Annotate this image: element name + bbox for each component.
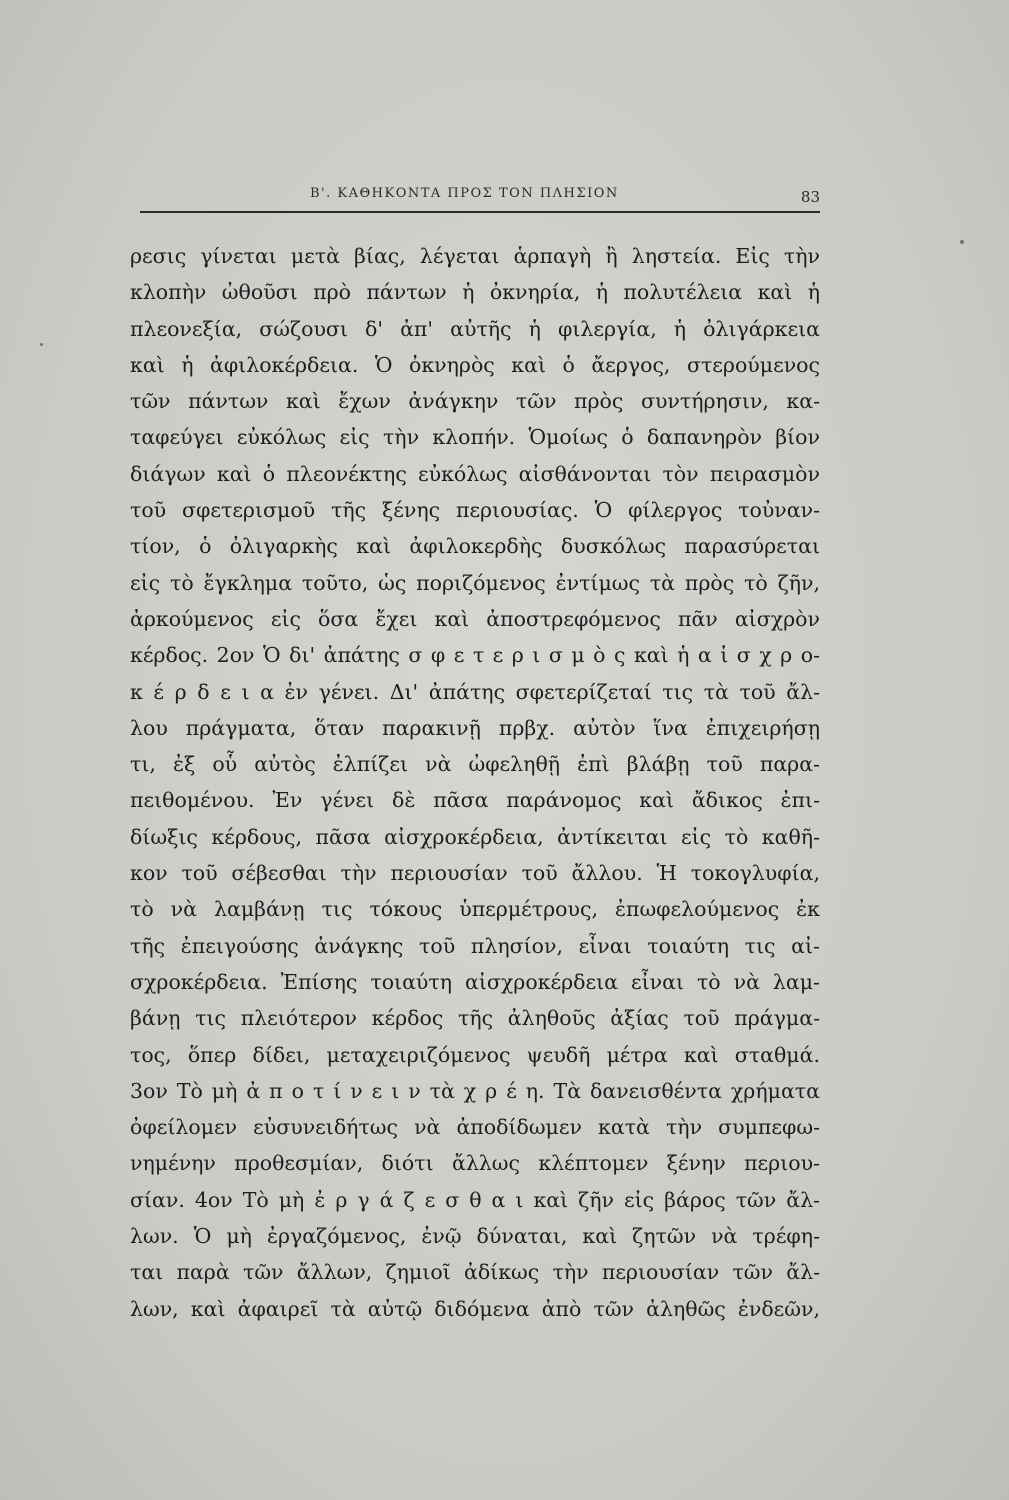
text-line: ὀφείλομεν εὐσυνειδήτως νὰ ἀποδίδωμεν κατὰ τὴν συμπεφω- [130, 1115, 820, 1140]
text-line: τῶν πάντων καὶ ἔχων ἀνάγκην τῶν πρὸς συντήρησιν, κα- [130, 389, 820, 414]
text-line: σχροκέρδεια. Ἐπίσης τοιαύτη αἰσχροκέρδεια εἶναι τὸ νὰ λαμ- [130, 969, 820, 994]
text-line: τίον, ὁ ὀλιγαρκὴς καὶ ἀφιλοκερδὴς δυσκόλως παρασύρεται [130, 534, 820, 559]
text-line: ται παρὰ τῶν ἄλλων, ζημιοῖ ἀδίκως τὴν περιουσίαν τῶν ἄλ- [130, 1260, 820, 1285]
text-line: τῆς ἐπειγούσης ἀνάγκης τοῦ πλησίον, εἶναι τοιαύτη τις αἰ- [130, 933, 820, 958]
text-line: βάνῃ τις πλειότερον κέρδος τῆς ἀληθοῦς ἀξίας τοῦ πράγμα- [130, 1006, 820, 1031]
text-line: σίαν. 4ον Τὸ μὴ ἐ ρ γ ά ζ ε σ θ α ι καὶ ζῆν εἰς βάρος τῶν ἄλ- [130, 1187, 820, 1212]
text-line: νημένην προθεσμίαν, διότι ἄλλως κλέπτομεν ξένην περιου- [130, 1151, 820, 1176]
paper-speck [960, 240, 964, 244]
chapter-title: Β'. ΚΑΘΗΚΟΝΤΑ ΠΡΟΣ ΤΟΝ ΠΛΗΣΙΟΝ [310, 186, 619, 201]
text-line: διάγων καὶ ὁ πλεονέκτης εὐκόλως αἰσθάνονται τὸν πειρασμὸν [130, 461, 820, 486]
text-line: ταφεύγει εὐκόλως εἰς τὴν κλοπήν. Ὁμοίως ὁ δαπανηρὸν βίον [130, 425, 820, 450]
text-line: 3ον Τὸ μὴ ἀ π ο τ ί ν ε ι ν τὰ χ ρ έ η. Τὰ δανεισθέντα χρήματα [130, 1078, 820, 1103]
text-line: τι, ἐξ οὗ αὐτὸς ἐλπίζει νὰ ὠφεληθῇ ἐπὶ βλάβῃ τοῦ παρα- [130, 752, 820, 777]
text-line: λων, καὶ ἀφαιρεῖ τὰ αὐτῷ διδόμενα ἀπὸ τῶν ἀληθῶς ἐνδεῶν, [130, 1296, 820, 1321]
text-line: λου πράγματα, ὅταν παρακινῇ πρβχ. αὐτὸν ἵνα ἐπιχειρήσῃ [130, 715, 820, 740]
text-line: τοῦ σφετερισμοῦ τῆς ξένης περιουσίας. Ὁ φίλεργος τοὐναν- [130, 498, 820, 523]
text-line: κον τοῦ σέβεσθαι τὴν περιουσίαν τοῦ ἄλλου. Ἡ τοκογλυφία, [130, 861, 820, 886]
text-line: εἰς τὸ ἔγκλημα τοῦτο, ὡς ποριζόμενος ἐντίμως τὰ πρὸς τὸ ζῆν, [130, 570, 820, 595]
text-line: λων. Ὁ μὴ ἐργαζόμενος, ἐνῷ δύναται, καὶ ζητῶν νὰ τρέφη- [130, 1224, 820, 1249]
text-line: ρεσις γίνεται μετὰ βίας, λέγεται ἁρπαγὴ ἢ ληστεία. Εἰς τὴν [130, 244, 820, 268]
text-line: πλεονεξία, σώζουσι δ' ἀπ' αὐτῆς ἡ φιλεργία, ἡ ὀλιγάρκεια [130, 316, 820, 341]
paper-speck [40, 343, 43, 346]
text-line: τος, ὅπερ δίδει, μεταχειριζόμενος ψευδῆ μέτρα καὶ σταθμά. [130, 1042, 820, 1067]
page-number: 83 [800, 188, 820, 206]
body-text [130, 238, 820, 1327]
text-line: δίωξις κέρδους, πᾶσα αἰσχροκέρδεια, ἀντίκειται εἰς τὸ καθῆ- [130, 824, 820, 849]
text-line: κ έ ρ δ ε ι α ἐν γένει. Δι' ἀπάτης σφετερίζεταί τις τὰ τοῦ ἄλ- [130, 679, 820, 704]
text-line: ἀρκούμενος εἰς ὅσα ἔχει καὶ ἀποστρεφόμενος πᾶν αἰσχρὸν [130, 606, 820, 631]
text-line: πειθομένου. Ἐν γένει δὲ πᾶσα παράνομος καὶ ἄδικος ἐπι- [130, 788, 820, 813]
text-line: τὸ νὰ λαμβάνῃ τις τόκους ὑπερμέτρους, ἐπωφελούμενος ἐκ [130, 897, 820, 922]
header-rule [140, 211, 820, 213]
text-line: κέρδος. 2ον Ὁ δι' ἀπάτης σ φ ε τ ε ρ ι σ μ ὸ ς καὶ ἡ α ἰ σ χ ρ ο- [130, 643, 820, 668]
text-line: κλοπὴν ὠθοῦσι πρὸ πάντων ἡ ὀκνηρία, ἡ πολυτέλεια καὶ ἡ [130, 280, 820, 305]
text-line: καὶ ἡ ἀφιλοκέρδεια. Ὁ ὀκνηρὸς καὶ ὁ ἄεργος, στερούμενος [130, 352, 820, 377]
